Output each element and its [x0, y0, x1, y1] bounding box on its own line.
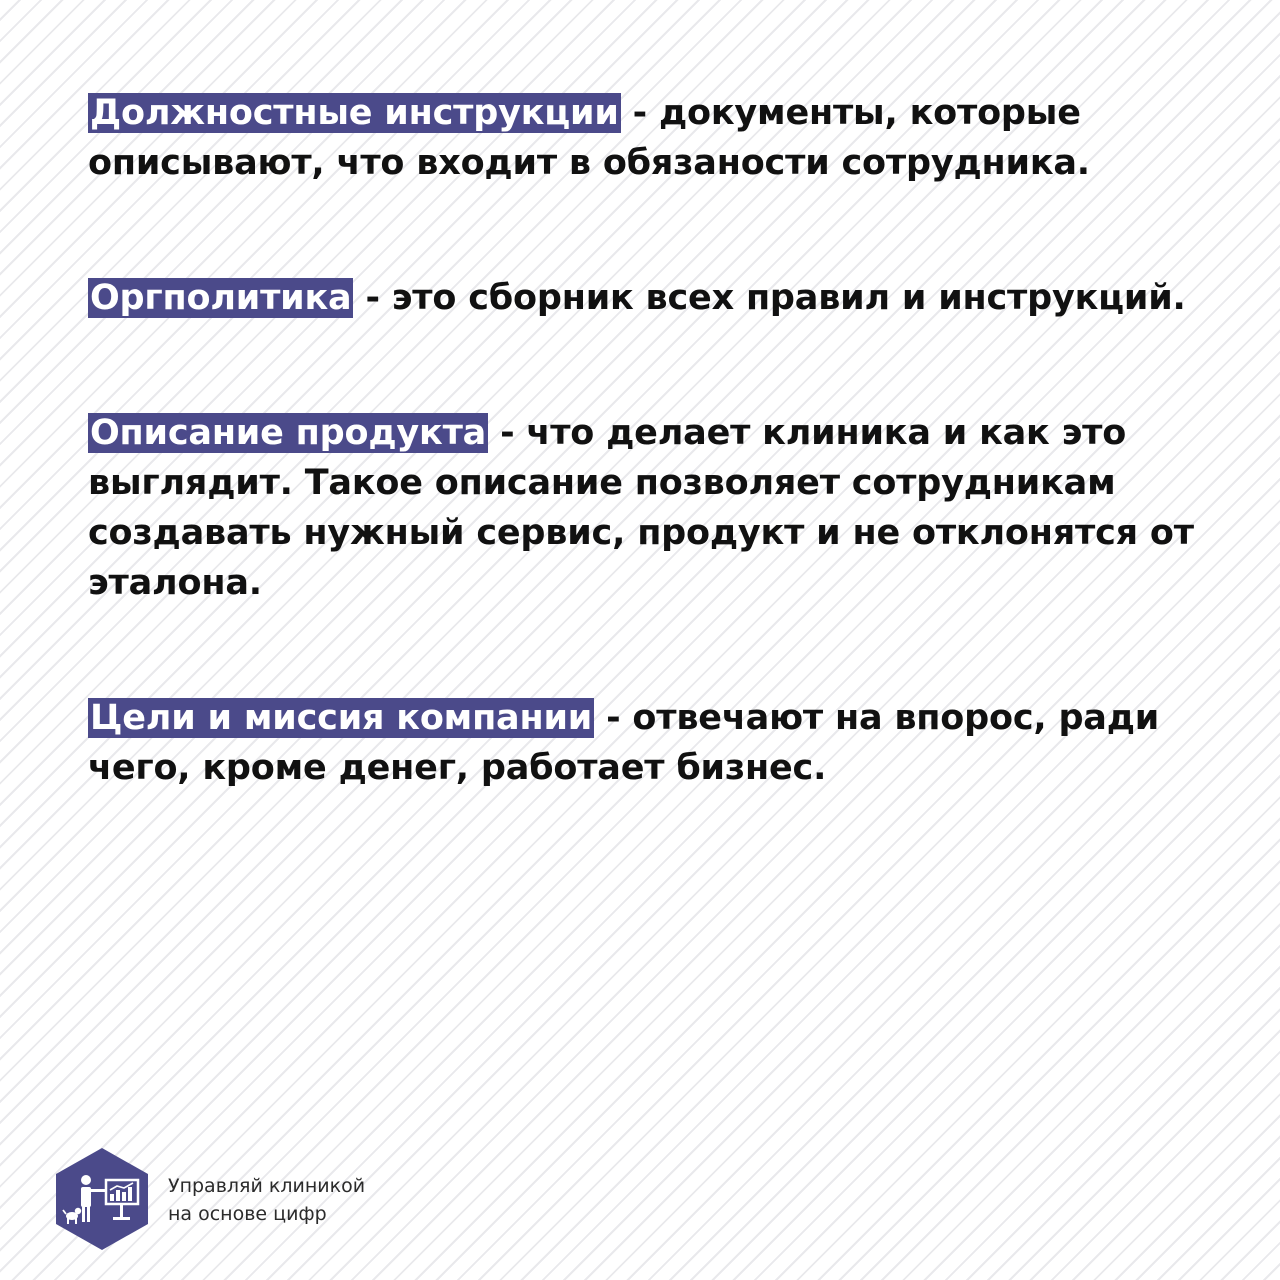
definition-goals-mission [88, 693, 1198, 793]
term-highlight: Цели и миссия компании [90, 698, 593, 738]
definition-text: - отвечают на впорос, ради чего, кроме денег, работает бизнес. [88, 698, 1160, 788]
brand-line-1: Управляй клиникой [168, 1175, 366, 1197]
definition-text: - что делает клиника и как это выглядит. Такое описание позволяет сотрудникам создавать нужный сервис, продукт и не отклонятся от эталона. [88, 413, 1194, 603]
term-highlight: Описание продукта [90, 413, 487, 453]
definition-job-instructions [88, 88, 1198, 188]
content-area [88, 88, 1198, 878]
brand-line-2: на основе цифр [168, 1203, 327, 1225]
term-highlight: Оргполитика [90, 278, 352, 318]
presenter-chart-dog-icon [54, 1146, 150, 1252]
definition-text: - это сборник всех правил и инструкций. [353, 278, 1186, 318]
definition-text: - документы, которые описывают, что входит в обязаности сотрудника. [88, 93, 1090, 183]
brand-text [168, 1172, 365, 1228]
term-highlight: Должностные инструкции [90, 93, 619, 133]
definition-org-policy [88, 273, 1198, 323]
definition-product-description [88, 408, 1198, 608]
brand-logo [54, 1146, 150, 1252]
